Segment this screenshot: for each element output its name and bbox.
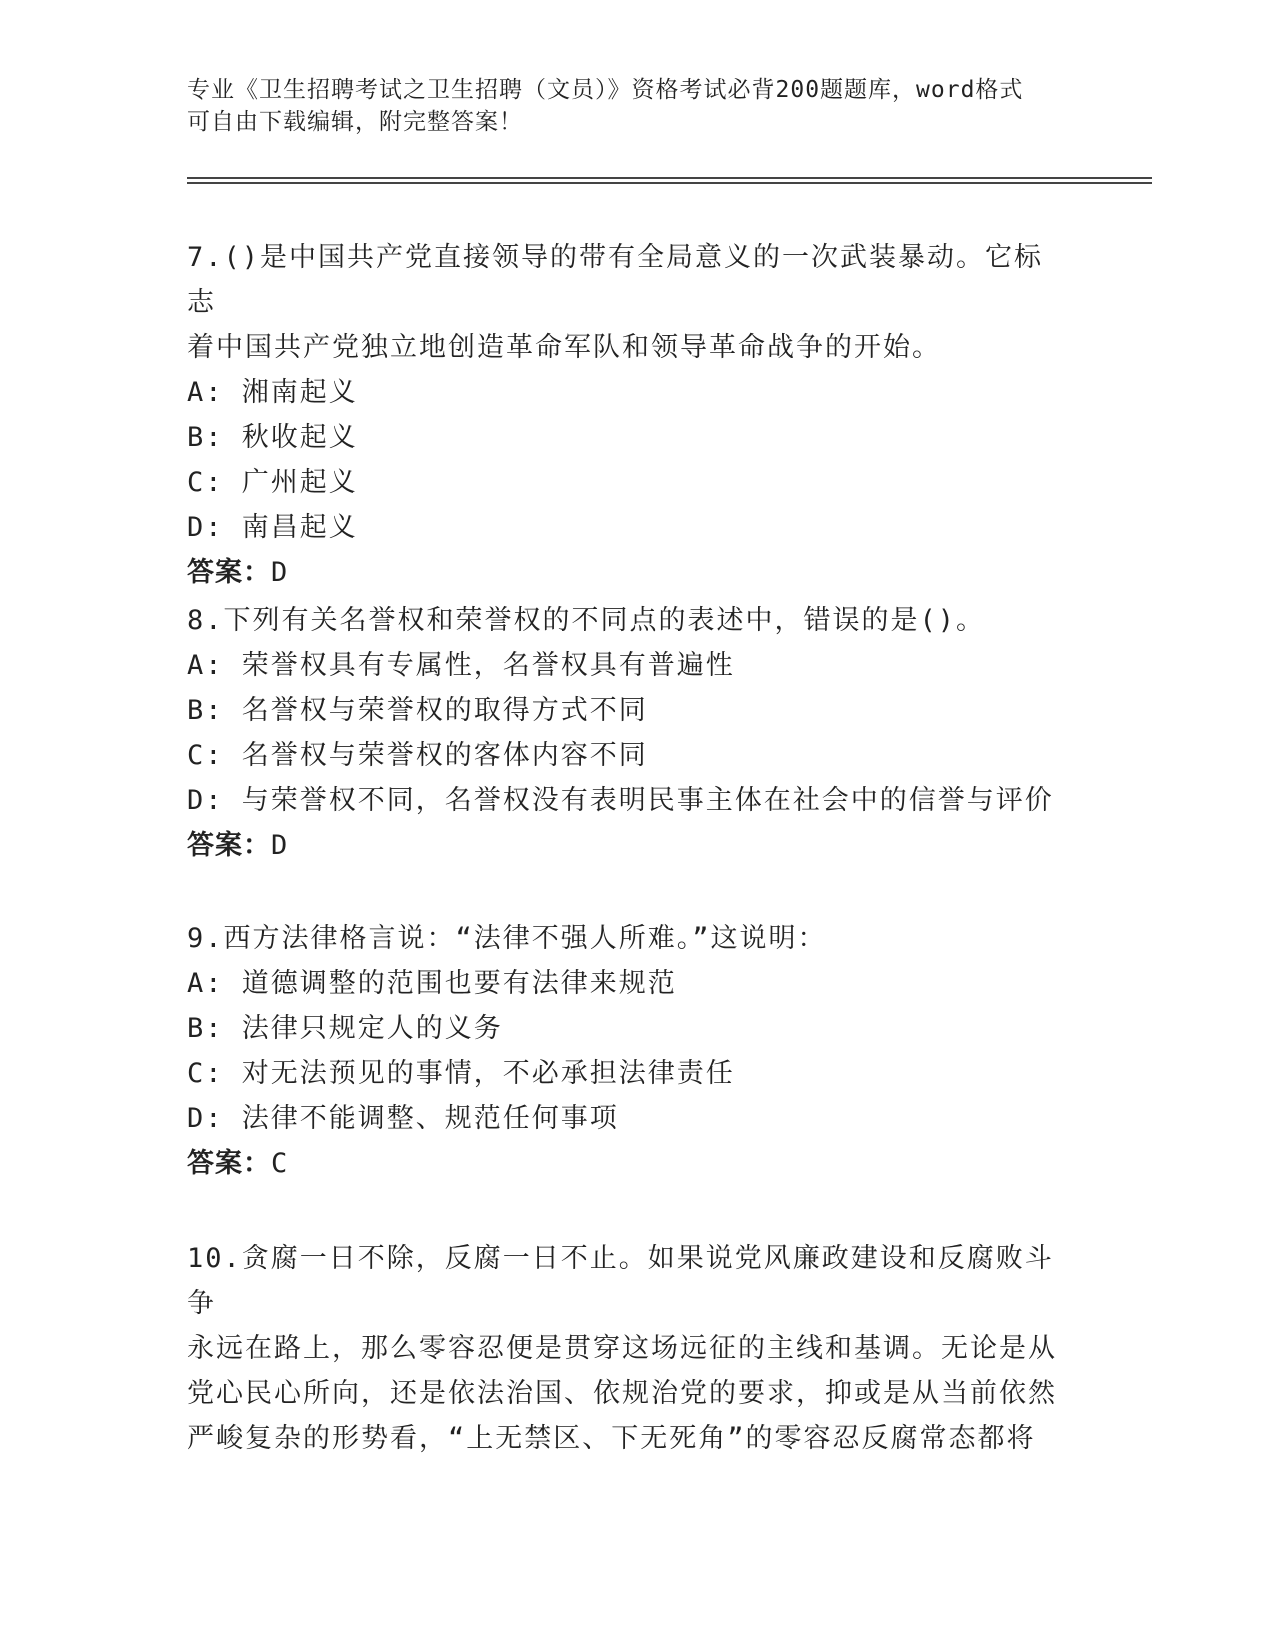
option-b: B: 名誉权与荣誉权的取得方式不同: [187, 695, 648, 726]
answer-value: C: [271, 1148, 289, 1179]
answer-line: [187, 823, 1067, 868]
option-c: C: 名誉权与荣誉权的客体内容不同: [187, 740, 648, 771]
question-10: [187, 1236, 1067, 1461]
option-a: A: 湘南起义: [187, 377, 358, 408]
header-divider-top: [187, 177, 1152, 179]
question-stem-line: 7.()是中国共产党直接领导的带有全局意义的一次武装暴动。它标志: [187, 242, 1044, 318]
option-c: C: 对无法预见的事情，不必承担法律责任: [187, 1058, 735, 1089]
question-stem-line: 10.贪腐一日不除，反腐一日不止。如果说党风廉政建设和反腐败斗争: [187, 1243, 1054, 1319]
question-9: [187, 916, 1067, 1186]
document-header: [187, 74, 1067, 138]
option-a: A: 荣誉权具有专属性，名誉权具有普遍性: [187, 650, 735, 681]
question-7: [187, 235, 1067, 595]
answer-value: D: [271, 830, 289, 861]
option-d: D: 法律不能调整、规范任何事项: [187, 1103, 619, 1134]
answer-value: D: [271, 557, 289, 588]
question-stem-line: 着中国共产党独立地创造革命军队和领导革命战争的开始。: [187, 332, 941, 363]
header-title-line-1: 专业《卫生招聘考试之卫生招聘（文员）》资格考试必背200题题库，word格式: [187, 77, 1024, 103]
answer-label: 答案：: [187, 557, 271, 588]
header-title-line-2: 可自由下载编辑，附完整答案！: [187, 109, 523, 135]
option-d: D: 南昌起义: [187, 512, 358, 543]
header-divider-bottom: [187, 182, 1152, 184]
answer-line: [187, 1141, 1067, 1186]
option-a: A: 道德调整的范围也要有法律来规范: [187, 968, 677, 999]
option-d: D: 与荣誉权不同，名誉权没有表明民事主体在社会中的信誉与评价: [187, 785, 1054, 816]
option-b: B: 秋收起义: [187, 422, 358, 453]
answer-label: 答案：: [187, 1148, 271, 1179]
question-8: [187, 598, 1067, 868]
question-stem-line: 严峻复杂的形势看，“上无禁区、下无死角”的零容忍反腐常态都将: [187, 1423, 1036, 1454]
answer-label: 答案：: [187, 830, 271, 861]
option-c: C: 广州起义: [187, 467, 358, 498]
answer-line: [187, 550, 1067, 595]
question-stem-line: 8.下列有关名誉权和荣誉权的不同点的表述中，错误的是()。: [187, 605, 986, 636]
question-stem-line: 永远在路上，那么零容忍便是贯穿这场远征的主线和基调。无论是从: [187, 1333, 1057, 1364]
option-b: B: 法律只规定人的义务: [187, 1013, 503, 1044]
question-stem-line: 9.西方法律格言说：“法律不强人所难。”这说明：: [187, 923, 827, 954]
question-stem-line: 党心民心所向，还是依法治国、依规治党的要求，抑或是从当前依然: [187, 1378, 1057, 1409]
